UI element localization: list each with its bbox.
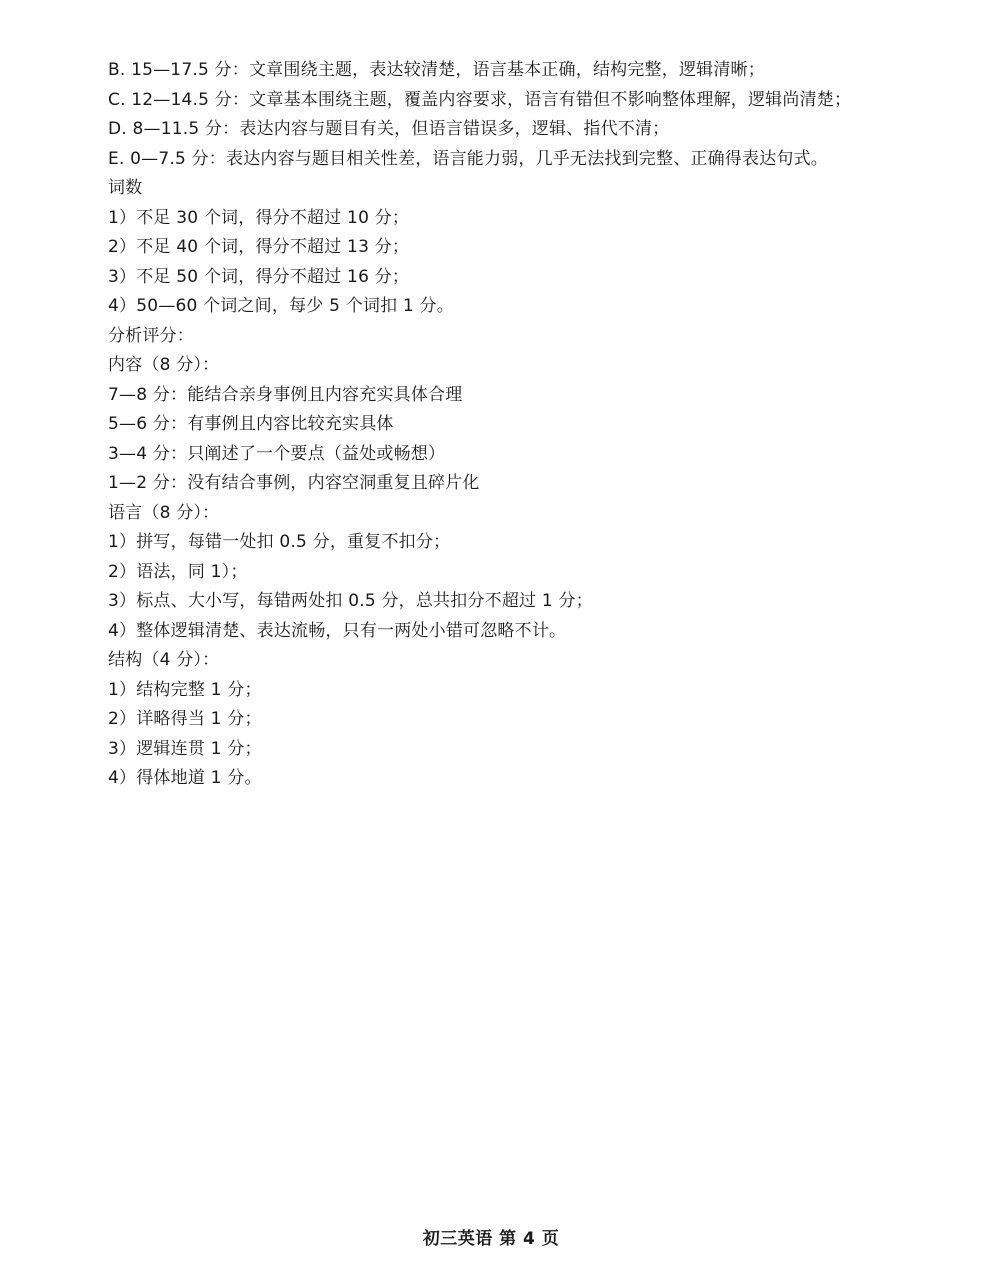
page-footer: 初三英语 第 4 页 bbox=[422, 1229, 560, 1249]
word-count-section bbox=[108, 174, 888, 322]
structure-item: 3）逻辑连贯 1 分； bbox=[108, 738, 262, 759]
structure-heading: 结构（4 分）： bbox=[108, 650, 220, 670]
page-body bbox=[108, 56, 888, 794]
content-item: 5—6 分：有事例且内容比较充实具体 bbox=[108, 414, 394, 434]
language-item: 4）整体逻辑清楚、表达流畅，只有一两处小错可忽略不计。 bbox=[108, 620, 567, 641]
word-count-item: 1）不足 30 个词，得分不超过 10 分； bbox=[108, 207, 410, 228]
content-heading: 内容（8 分）： bbox=[108, 355, 220, 375]
word-count-item: 4）50—60 个词之间，每少 5 个词扣 1 分。 bbox=[108, 296, 454, 316]
word-count-heading: 词数 bbox=[108, 178, 143, 198]
word-count-item: 2）不足 40 个词，得分不超过 13 分； bbox=[108, 237, 410, 257]
grade-level-e: E. 0—7.5 分：表达内容与题目相关性差，语言能力弱，几乎无法找到完整、正确得表达句式。 bbox=[108, 148, 829, 169]
language-item: 2）语法，同 1）； bbox=[108, 561, 248, 582]
grade-level-d: D. 8—11.5 分：表达内容与题目有关，但语言错误多，逻辑、指代不清； bbox=[108, 119, 670, 139]
word-count-item: 3）不足 50 个词，得分不超过 16 分； bbox=[108, 266, 410, 287]
grade-level-c: C. 12—14.5 分：文章基本围绕主题，覆盖内容要求，语言有错但不影响整体理解，逻辑尚清楚； bbox=[108, 89, 852, 110]
language-item: 3）标点、大小写，每错两处扣 0.5 分，总共扣分不超过 1 分； bbox=[108, 591, 593, 611]
language-item: 1）拼写，每错一处扣 0.5 分，重复不扣分； bbox=[108, 532, 451, 552]
language-heading: 语言（8 分）： bbox=[108, 502, 220, 523]
structure-item: 4）得体地道 1 分。 bbox=[108, 768, 262, 788]
structure-item: 1）结构完整 1 分； bbox=[108, 679, 262, 700]
content-item: 1—2 分：没有结合事例，内容空洞重复且碎片化 bbox=[108, 473, 480, 493]
content-item: 3—4 分：只阐述了一个要点（益处或畅想） bbox=[108, 443, 446, 464]
structure-item: 2）详略得当 1 分； bbox=[108, 709, 262, 729]
grade-level-b: B. 15—17.5 分：文章围绕主题，表达较清楚，语言基本正确，结构完整，逻辑清晰； bbox=[108, 60, 765, 80]
grading-levels bbox=[108, 56, 888, 174]
analysis-heading: 分析评分： bbox=[108, 325, 194, 346]
content-item: 7—8 分：能结合亲身事例且内容充实具体合理 bbox=[108, 384, 463, 405]
analysis-section bbox=[108, 322, 888, 794]
